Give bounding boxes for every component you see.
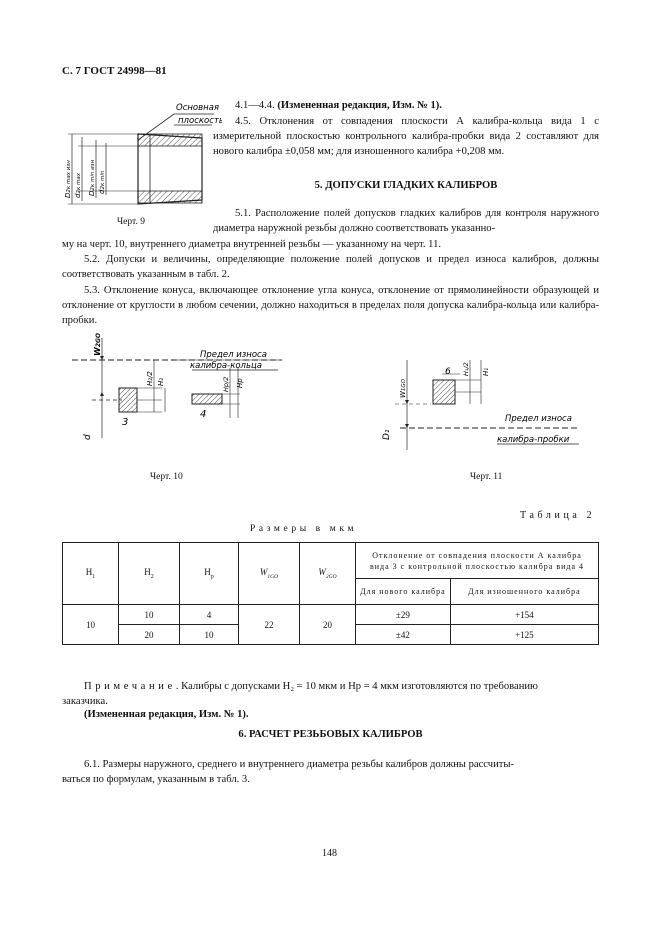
table-note xyxy=(62,679,599,694)
th-h1: $H_1$ xyxy=(63,543,119,605)
para-6-1a: 6.1. Размеры наружного, среднего и внутреннего диаметра резьбы калибров должны рассчиты- xyxy=(84,759,515,770)
fig10-wear1: Предел износа xyxy=(200,350,267,360)
figure-9-caption: Черт. 9 xyxy=(117,217,145,227)
fig10-w2go: W2GO xyxy=(93,332,102,356)
fig11-h1: H₁ xyxy=(482,367,490,376)
note-label: Примечание xyxy=(84,681,176,692)
table-2 xyxy=(62,542,599,645)
page-number: 148 xyxy=(322,848,337,859)
figure-11-drawing xyxy=(365,350,595,450)
fig10-wear2: калибра-кольца xyxy=(190,361,262,371)
fig10-d: d xyxy=(83,434,93,440)
fig9-dim-2: d2к max xyxy=(74,172,82,198)
section-6-title: 6. РАСЧЕТ РЕЗЬБОВЫХ КАЛИБРОВ xyxy=(238,729,423,740)
figure-10-caption: Черт. 10 xyxy=(150,472,183,482)
fig9-label-plane: плоскость xyxy=(178,116,222,126)
table-row xyxy=(63,605,599,625)
fig10-hp: Hp xyxy=(236,378,244,388)
fig11-h1half: H₁/2 xyxy=(462,362,470,376)
cell-worn: +125 xyxy=(450,625,598,645)
fig11-wear1: Предел износа xyxy=(505,414,572,424)
note-text: . Калибры с допусками H₂ = 10 мкм и Hp = 4 мкм изготовляются по требованию xyxy=(175,681,538,692)
th-new: Для нового калибра xyxy=(356,579,451,605)
fig10-hphalf: Hp/2 xyxy=(222,376,230,392)
fig11-d1: D₁ xyxy=(382,429,392,440)
fig9-label-base: Основная xyxy=(176,103,220,113)
section-5-title: 5. ДОПУСКИ ГЛАДКИХ КАЛИБРОВ xyxy=(314,180,498,191)
para-6-1b: ваться по формулам, указанным в табл. 3. xyxy=(62,774,250,785)
para-4-1-range: 4.1—4.4. xyxy=(235,100,278,111)
cell-h1: 10 xyxy=(63,605,119,645)
fig11-num6: 6 xyxy=(445,367,451,377)
para-4-1-note: (Измененная редакция, Изм. № 1). xyxy=(277,100,442,111)
cell-new: ±29 xyxy=(356,605,451,625)
cell-new: ±42 xyxy=(356,625,451,645)
fig9-dim-1: D2к max изн xyxy=(64,160,72,198)
figure-9-drawing xyxy=(62,98,222,213)
cell-hp: 4 xyxy=(180,605,239,625)
fig11-wear2: калибра-пробки xyxy=(497,435,570,445)
fig10-h2half: H₂/2 xyxy=(146,371,154,386)
cell-hp: 10 xyxy=(180,625,239,645)
table-2-units: Размеры в мкм xyxy=(250,524,358,534)
cell-h2: 10 xyxy=(119,605,180,625)
fig9-dim-4: d2к min xyxy=(98,170,106,194)
th-deviation: Отклонение от совпадения плоскости А калибра вида 3 с контрольной плоскостью калибра вида 4 xyxy=(356,543,599,579)
cell-h2: 20 xyxy=(119,625,180,645)
figure-11-caption: Черт. 11 xyxy=(470,472,503,482)
para-5-1b: му на черт. 10, внутреннего диаметра внутренней резьбы — указанному на черт. 11. xyxy=(62,239,442,250)
para-4-5: 4.5. Отклонения от совпадения плоскости А калибра-кольца вида 1 с измерительной плоскостью контрольного калибра-пробки вида 2 составляют для нового калибра ±0,058 мм; для изношенного калибра +0,208 мм. xyxy=(213,116,599,158)
th-w1go: $W_{1GO}$ xyxy=(239,543,300,605)
figure-11 xyxy=(365,350,595,450)
para-5-1a: 5.1. Расположение полей допусков гладких калибров для контроля наружного диаметра наружной резьбы должно соответствовать указанно- xyxy=(213,208,599,235)
th-hp: $H_p$ xyxy=(180,543,239,605)
note-revision: (Измененная редакция, Изм. № 1). xyxy=(84,709,249,720)
fig11-w1go: W1GO xyxy=(399,378,407,398)
cell-worn: +154 xyxy=(450,605,598,625)
note-text-2: заказчика. xyxy=(62,696,108,707)
th-w2go: $W_{2GO}$ xyxy=(300,543,356,605)
cell-w1go: 22 xyxy=(239,605,300,645)
figure-9 xyxy=(62,98,222,213)
table-2-title: Таблица 2 xyxy=(520,510,596,521)
para-5-2: 5.2. Допуски и величины, определяющие положение полей допусков и предел износа калибров, должны соответствовать указанным в табл. 2. xyxy=(62,254,599,281)
figure-10-drawing xyxy=(62,328,302,448)
fig10-num3: 3 xyxy=(122,417,129,428)
para-4-1 xyxy=(235,98,599,113)
th-h2: $H_2$ xyxy=(119,543,180,605)
figure-10 xyxy=(62,328,302,448)
fig9-dim-3: D2к min изн xyxy=(88,159,96,196)
fig10-h2: H₂ xyxy=(157,377,165,386)
fig10-num4: 4 xyxy=(200,409,207,420)
cell-w2go: 20 xyxy=(300,605,356,645)
page-header: С. 7 ГОСТ 24998—81 xyxy=(62,65,167,77)
para-5-3: 5.3. Отклонение конуса, включающее отклонение угла конуса, отклонение от прямолинейности образующей и отклонение от круглости в любом сечении, должно находиться в пределах поля допуска калибра-кольца или калибра-пробки. xyxy=(62,285,599,327)
th-worn: Для изношенного калибра xyxy=(450,579,598,605)
